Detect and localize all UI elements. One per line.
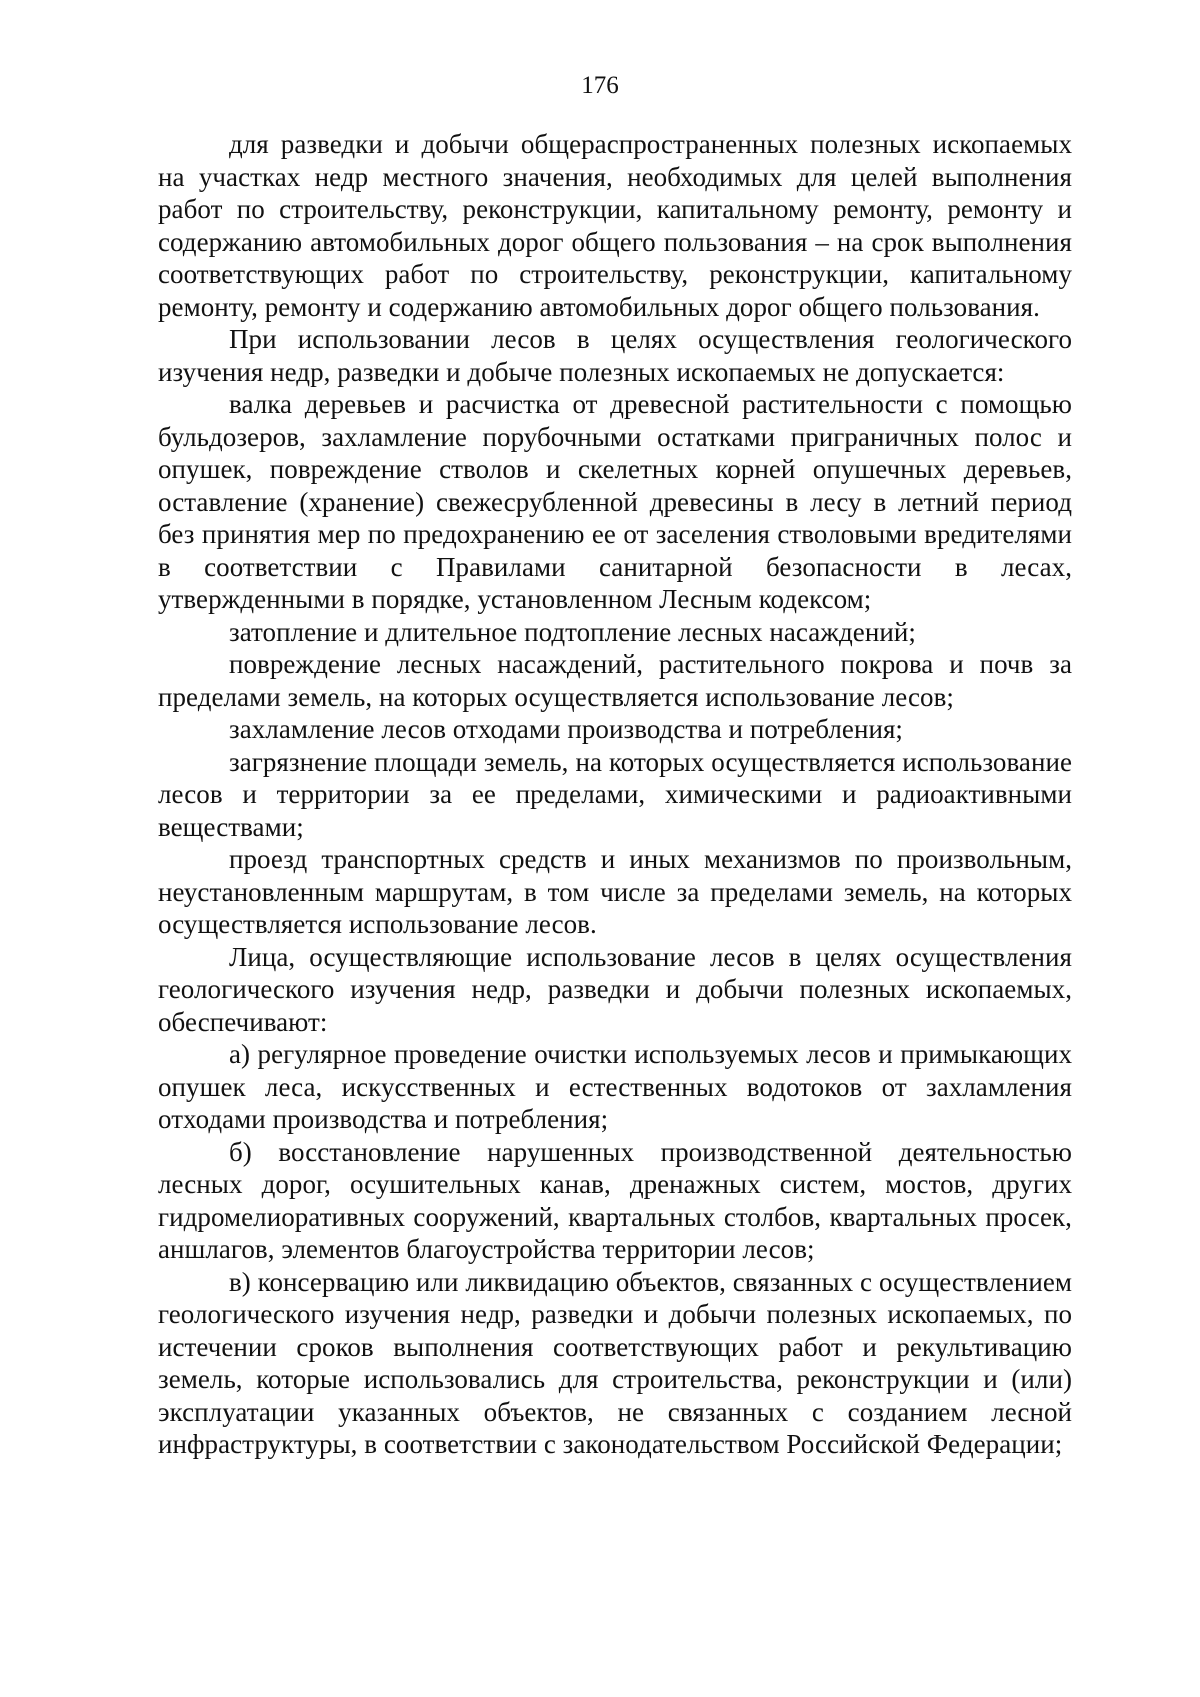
paragraph-obligations-intro: Лица, осуществляющие использование лесов в целях осуществления геологического изучения недр, разведки и добычи полезных ископаемых, обеспечивают: xyxy=(158,941,1072,1037)
paragraph-vehicle-passage: проезд транспортных средств и иных механизмов по произвольным, неустановленным маршрутам, в том числе за пределами земель, на которых осуществляется использование лесов. xyxy=(158,844,1072,939)
document-body xyxy=(158,128,1072,1461)
paragraph-flooding: затопление и длительное подтопление лесных насаждений; xyxy=(229,616,916,647)
paragraph-waste-littering: захламление лесов отходами производства и потребления; xyxy=(229,714,903,744)
list-item-b: б) восстановление нарушенных производственной деятельностью лесных дорог, осушительных канав, дренажных систем, мостов, других гидромелиоративных сооружений, квартальных столбов, квартальных просек, аншлагов, элементов благоустройства территории лесов; xyxy=(158,1136,1072,1264)
list-item-v: в) консервацию или ликвидацию объектов, связанных с осуществлением геологического изучения недр, разведки и добычи полезных ископаемых, по истечении сроков выполнения соответствующих работ и рекультивацию земель, которые использовались для строительства, реконструкции и (или) эксплуатации указанных объектов, не связанных с созданием лесной инфраструктуры, в соответствии с законодательством Российской Федерации; xyxy=(158,1266,1072,1459)
paragraph-tree-felling: валка деревьев и расчистка от древесной растительности с помощью бульдозеров, захламление порубочными остатками приграничных полос и опушек, повреждение стволов и скелетных корней опушечных деревьев, оставление (хранение) свежесрубленной древесины в лесу в летний период без принятия мер по предохранению ее от заселения стволовыми вредителями в соответствии с Правилами санитарной безопасности в лесах, утвержденными в порядке, установленном Лесным кодексом; xyxy=(158,389,1072,614)
paragraph-pollution: загрязнение площади земель, на которых осуществляется использование лесов и территории за ее пределами, химическими и радиоактивными веществами; xyxy=(158,746,1072,842)
paragraph-prohibitions-intro: При использовании лесов в целях осуществления геологического изучения недр, разведки и добыче полезных ископаемых не допускается: xyxy=(158,324,1072,387)
paragraph-continuation: для разведки и добычи общераспространенных полезных ископаемых на участках недр местного значения, необходимых для целей выполнения работ по строительству, реконструкции, капитальному ремонту, ремонту и содержанию автомобильных дорог общего пользования – на срок выполнения соответствующих работ по строительству, реконструкции, капитальному ремонту, ремонту и содержанию автомобильных дорог общего пользования. xyxy=(158,129,1072,322)
list-item-a: а) регулярное проведение очистки используемых лесов и примыкающих опушек леса, искусственных и естественных водотоков от захламления отходами производства и потребления; xyxy=(158,1039,1072,1134)
page-number: 176 xyxy=(581,72,619,99)
paragraph-damage-plantings: повреждение лесных насаждений, растительного покрова и почв за пределами земель, на которых осуществляется использование лесов; xyxy=(158,649,1072,712)
